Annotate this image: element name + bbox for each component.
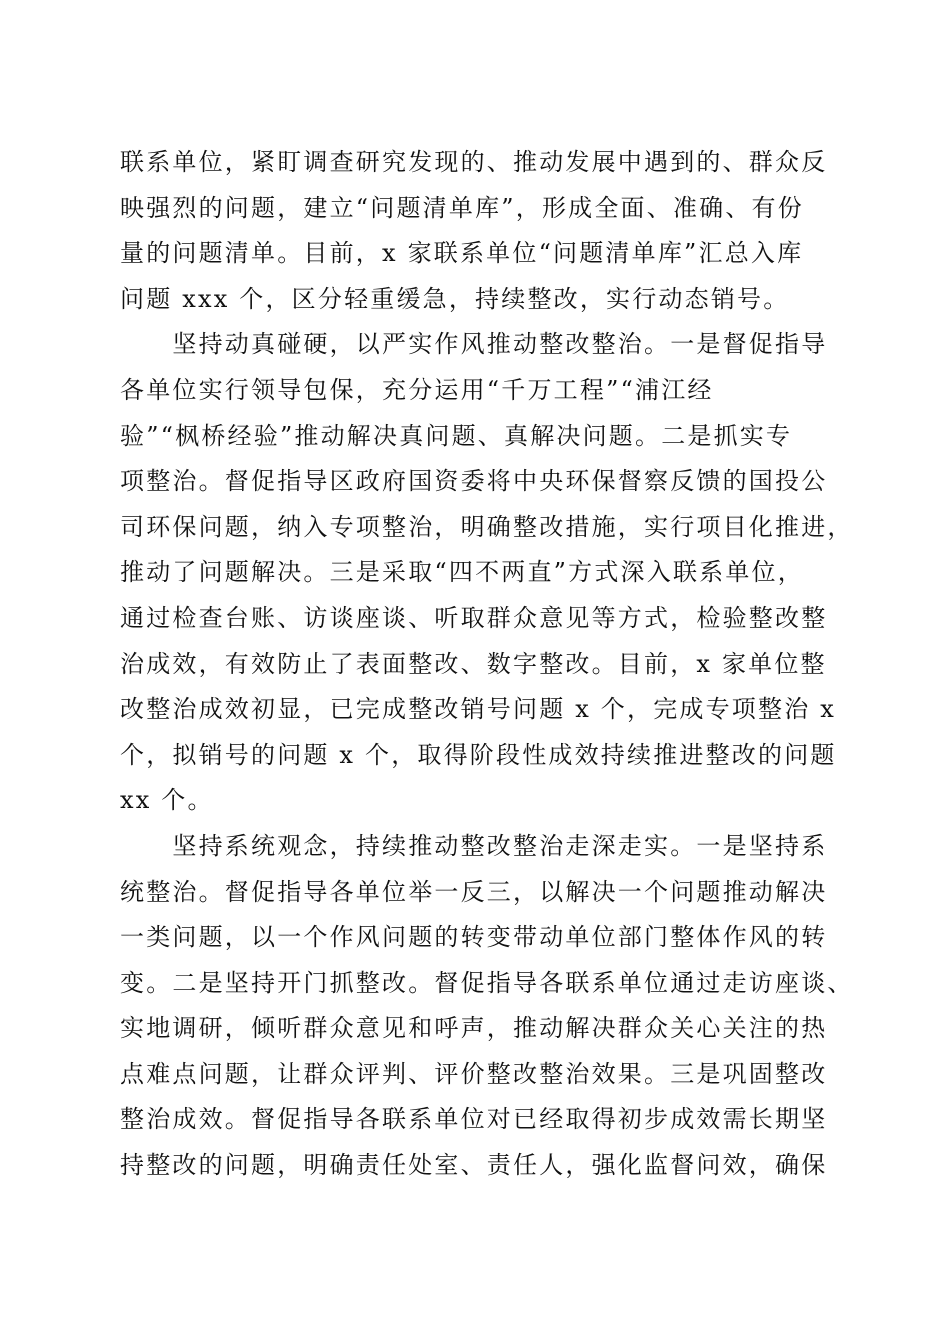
text-line: 坚持动真碰硬，以严实作风推动整改整治。一是督促指导 xyxy=(120,330,828,359)
text-line: 治成效，有效防止了表面整改、数字整改。目前，x 家单位整 xyxy=(120,649,827,678)
paragraph-1 xyxy=(120,140,830,322)
text-line: 持整改的问题，明确责任处室、责任人，强化监督问效，确保 xyxy=(120,1151,828,1180)
text-line: 司环保问题，纳入专项整治，明确整改措施，实行项目化推进， xyxy=(120,512,854,541)
text-line: 映强烈的问题，建立“问题清单库”，形成全面、准确、有份 xyxy=(120,193,804,222)
text-line: 项整治。督促指导区政府国资委将中央环保督察反馈的国投公 xyxy=(120,467,828,496)
text-line: 统整治。督促指导各单位举一反三，以解决一个问题推动解决 xyxy=(120,877,828,906)
text-line: 验”“枫桥经验”推动解决真问题、真解决问题。二是抓实专 xyxy=(120,421,793,450)
text-line: xx 个。 xyxy=(120,786,214,815)
text-line: 坚持系统观念，持续推动整改整治走深走实。一是坚持系 xyxy=(120,831,828,860)
text-line: 点难点问题，让群众评判、评价整改整治效果。三是巩固整改 xyxy=(120,1059,828,1088)
text-line: 量的问题清单。目前，x 家联系单位“问题清单库”汇总入库 xyxy=(120,239,804,268)
text-line: 各单位实行领导包保，充分运用“千万工程”“浦江经 xyxy=(120,375,714,404)
body-text xyxy=(120,140,854,1189)
text-line: 改整治成效初显，已完成整改销号问题 x 个，完成专项整治 x xyxy=(120,695,836,724)
text-line: 通过检查台账、访谈座谈、听取群众意见等方式，检验整改整 xyxy=(120,603,828,632)
text-line: 个，拟销号的问题 x 个，取得阶段性成效持续推进整改的问题 xyxy=(120,740,837,769)
paragraph-3 xyxy=(120,824,854,1189)
text-line: 问题 xxx 个，区分轻重缓急，持续整改，实行动态销号。 xyxy=(120,284,790,313)
text-line: 联系单位，紧盯调查研究发现的、推动发展中遇到的、群众反 xyxy=(120,148,828,176)
paragraph-2 xyxy=(120,322,854,824)
text-line: 一类问题，以一个作风问题的转变带动单位部门整体作风的转 xyxy=(120,923,828,952)
text-line: 推动了问题解决。三是采取“四不两直”方式深入联系单位， xyxy=(120,558,804,587)
text-line: 整治成效。督促指导各联系单位对已经取得初步成效需长期坚 xyxy=(120,1105,828,1134)
text-line: 实地调研，倾听群众意见和呼声，推动解决群众关心关注的热 xyxy=(120,1014,828,1043)
text-line: 变。二是坚持开门抓整改。督促指导各联系单位通过走访座谈、 xyxy=(120,968,854,997)
